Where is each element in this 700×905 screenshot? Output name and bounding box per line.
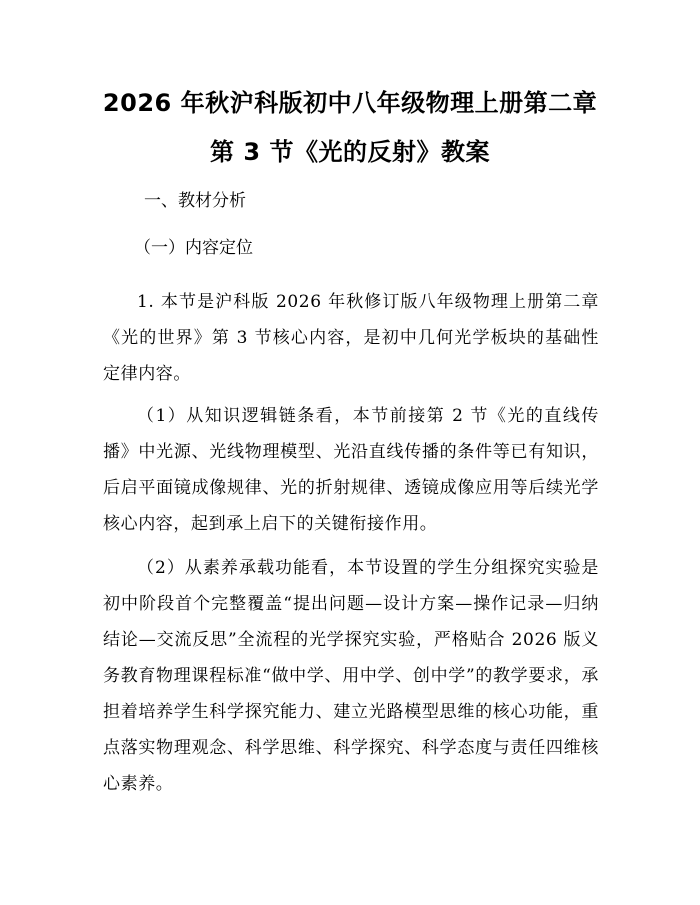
section-heading-teaching-material-analysis: 一、教材分析 bbox=[144, 191, 246, 211]
document-title-line-1: 2026 年秋沪科版初中八年级物理上册第二章 bbox=[102, 89, 598, 117]
document-title-line-2: 第 3 节《光的反射》教案 bbox=[210, 138, 490, 166]
paragraph-2: （1）从知识逻辑链条看，本节前接第 2 节《光的直线传播》中光源、光线物理模型、光沿直线传播的条件等已有知识，后启平面镜成像规律、光的折射规律、透镜成像应用等后续光学核心内容，起到承上启下的关键衔接作用。 bbox=[103, 406, 599, 534]
paragraph-1: 1. 本节是沪科版 2026 年秋修订版八年级物理上册第二章《光的世界》第 3 节核心内容，是初中几何光学板块的基础性定律内容。 bbox=[103, 292, 599, 384]
subsection-heading-content-positioning: （一）内容定位 bbox=[134, 238, 253, 258]
paragraph-3: （2）从素养承载功能看，本节设置的学生分组探究实验是初中阶段首个完整覆盖“提出问题—设计方案—操作记录—归纳结论—交流反思”全流程的光学探究实验，严格贴合 2026 版义务教育物理课程标准“做中学、用中学、创中学”的教学要求，承担着培养学生科学探究能力、建立光路模型思维的核心功能，重点落实物理观念、科学思维、科学探究、科学态度与责任四维核心素养。 bbox=[103, 558, 599, 794]
